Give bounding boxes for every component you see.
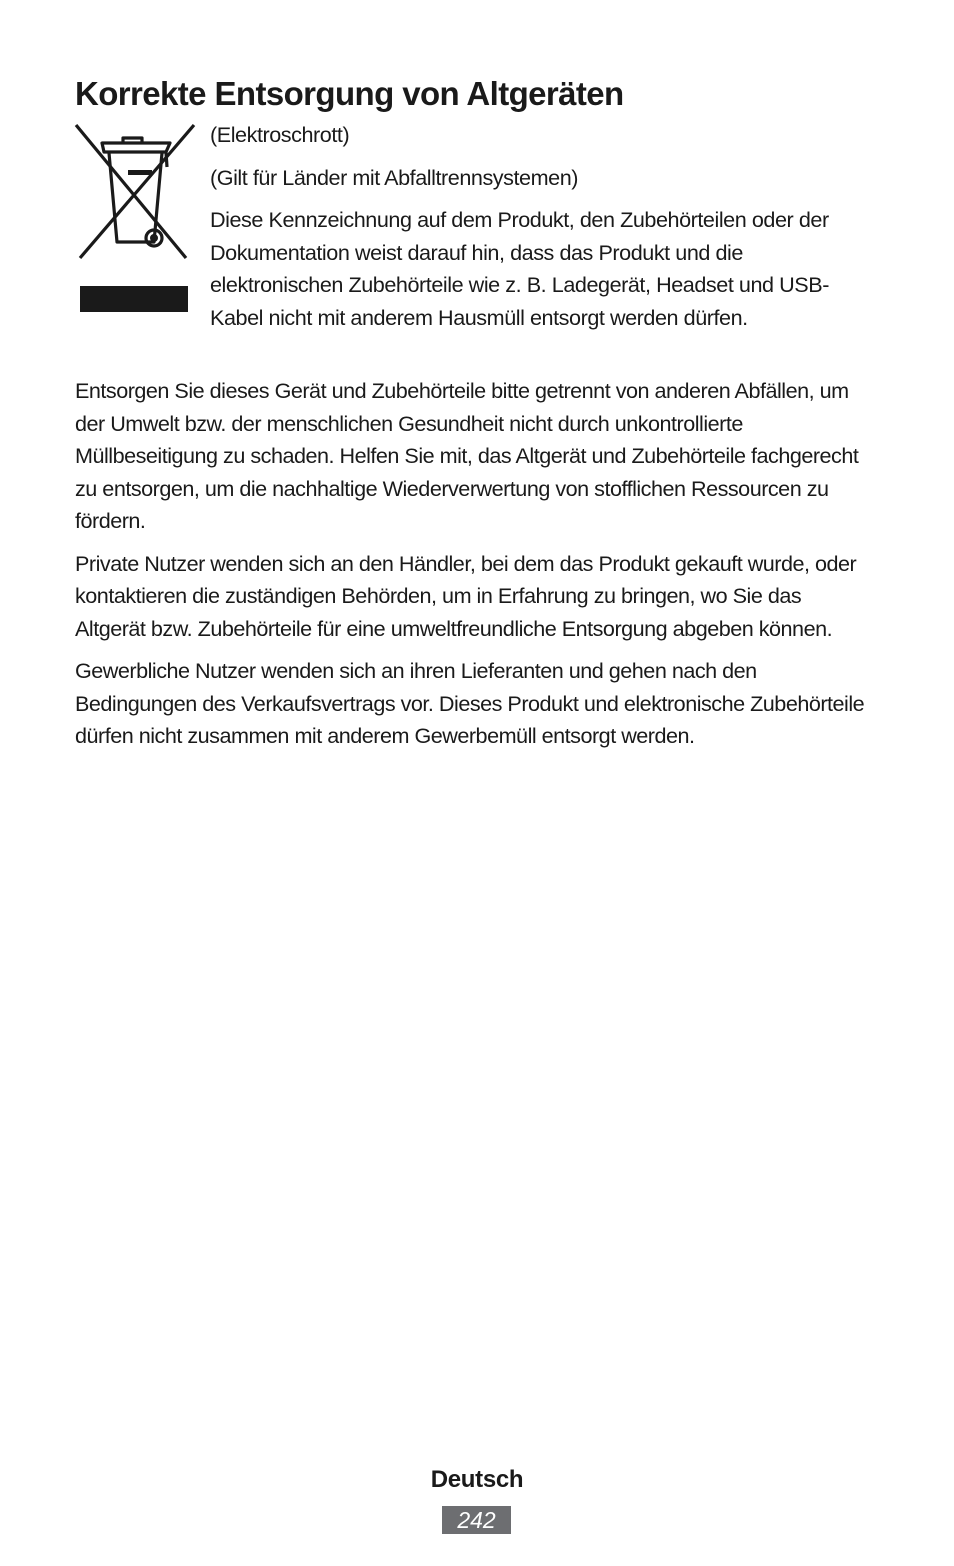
- intro-text: [210, 119, 870, 344]
- intro-paragraph: Diese Kennzeichnung auf dem Produkt, den Zubehörteilen oder der Dokumentation weist darauf hin, dass das Produkt und die elektronischen Zubehörteile wie z. B. Ladegerät, Headset und USB-Kabel nicht mit anderem Hausmüll entsorgt werden dürfen.: [210, 207, 829, 330]
- body-paragraph: Private Nutzer wenden sich an den Händler, bei dem das Produkt gekauft wurde, oder kontaktieren die zuständigen Behörden, um in Erfahrung zu bringen, wo Sie das Altgerät bzw. Zubehörteile für eine umweltfreundliche Entsorgung abgeben können.: [75, 550, 857, 641]
- body-paragraph: Gewerbliche Nutzer wenden sich an ihren Lieferanten und gehen nach den Bedingungen des Verkaufsvertrags vor. Dieses Produkt und elektronische Zubehörteile dürfen nicht zusammen mit anderem Gewerbemüll entsorgt werden.: [75, 658, 865, 748]
- intro-paragraph: (Gilt für Länder mit Abfalltrennsystemen): [210, 164, 578, 190]
- intro-paragraph: (Elektroschrott): [210, 122, 350, 147]
- body-text: [75, 375, 875, 763]
- weee-marking-bar: [80, 286, 188, 312]
- page-number-badge: 242: [442, 1506, 511, 1534]
- page-title: Korrekte Entsorgung von Altgeräten: [75, 75, 624, 112]
- body-paragraph: Entsorgen Sie dieses Gerät und Zubehörteile bitte getrennt von anderen Abfällen, um der Umwelt bzw. der menschlichen Gesundheit nicht durch unkontrollierte Müllbeseitigung zu schaden. Helfen Sie mit, das Altgerät und Zubehörteile fachgerecht zu entsorgen, um die nachhaltige Wiederverwertung von stofflichen Ressourcen zu fördern.: [75, 378, 859, 533]
- crossed-out-wheelie-bin-icon: [74, 122, 196, 264]
- footer-language: Deutsch: [430, 1466, 524, 1493]
